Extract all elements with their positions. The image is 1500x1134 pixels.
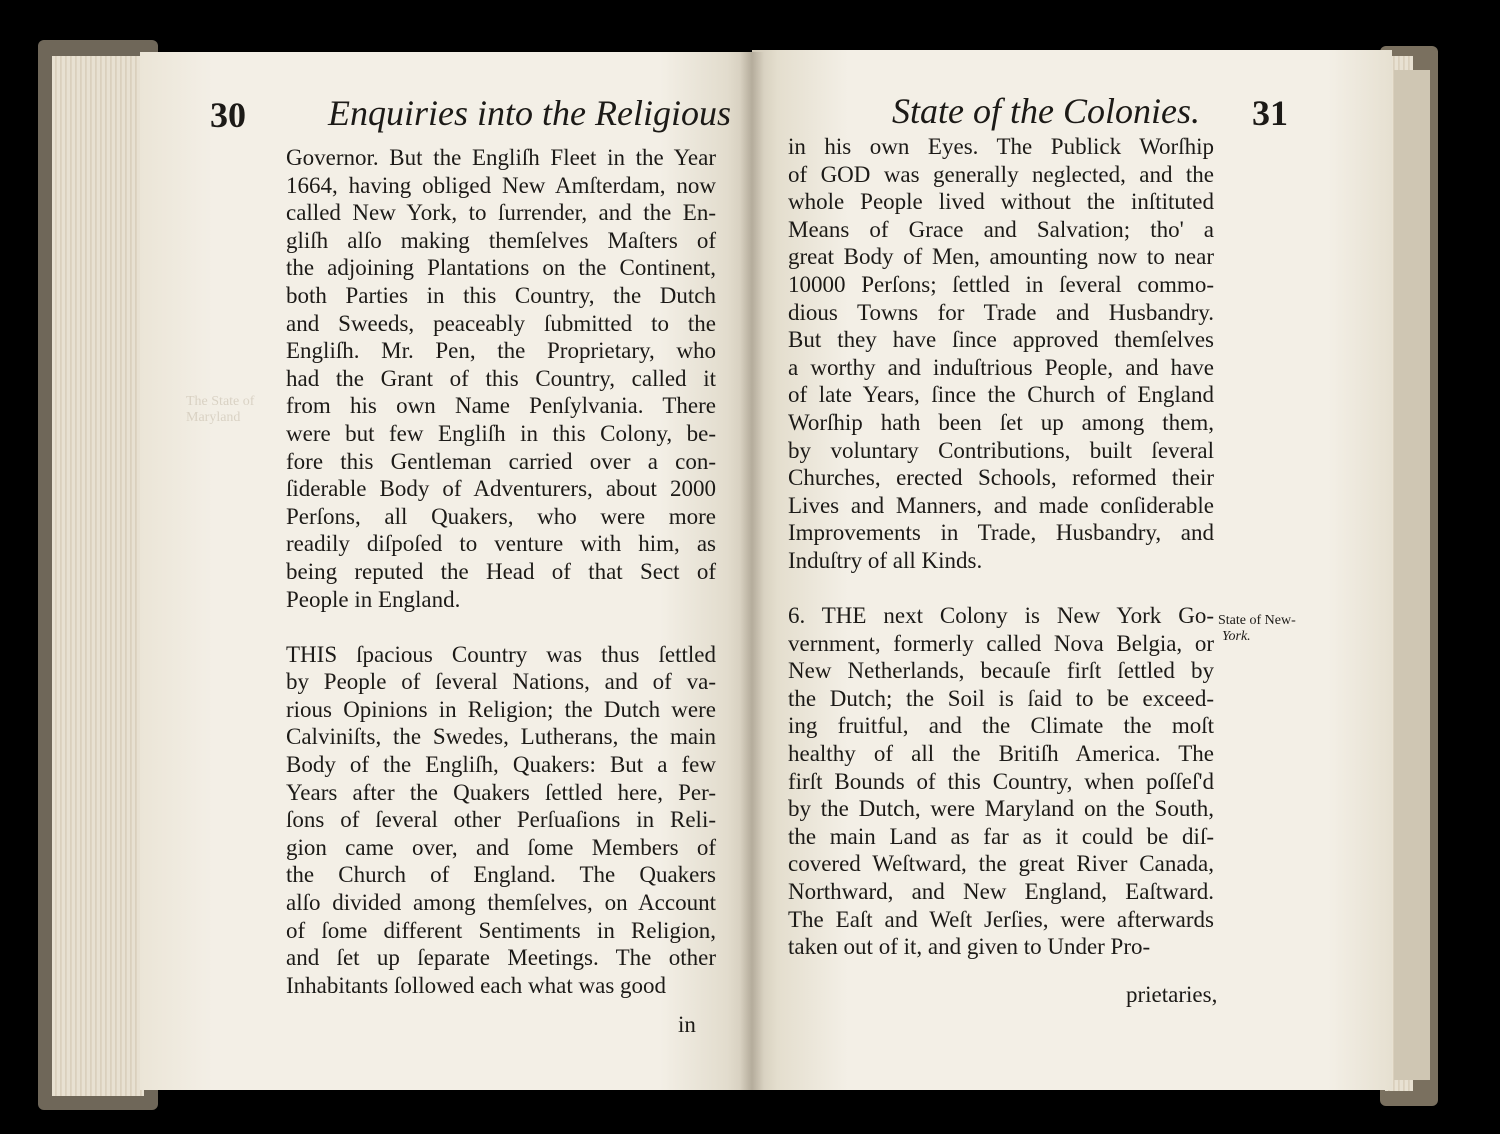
text-line: ſons of ſeveral other Perſuaſions in Reli- <box>286 807 716 833</box>
catchword-right: prietaries, <box>1126 982 1218 1007</box>
text-line: Induſtry of all Kinds. <box>788 547 983 573</box>
text-line: Lives and Manners, and made conſiderable <box>788 492 1214 518</box>
left-text-block <box>286 144 716 999</box>
text-line: healthy of all the Britiſh America. The <box>788 741 1214 767</box>
text-line: readily diſpoſed to venture with him, as <box>286 531 716 557</box>
text-line: People in England. <box>286 586 461 612</box>
text-line: gion came over, and ſome Members of <box>286 834 716 860</box>
text-line: dious Towns for Trade and Husbandry. <box>788 299 1214 325</box>
text-line: of late Years, ſince the Church of England <box>788 382 1214 408</box>
text-line: Years after the Quakers ſettled here, Per- <box>286 779 716 805</box>
text-line: the main Land as far as it could be diſ- <box>788 823 1214 849</box>
text-line: by voluntary Contributions, built ſeveral <box>788 437 1214 463</box>
text-line: Body of the Engliſh, Quakers: But a few <box>286 752 716 778</box>
text-line: Improvements in Trade, Husbandry, and <box>788 520 1214 546</box>
text-line: being reputed the Head of that Sect of <box>286 558 716 584</box>
text-line: THIS ſpacious Country was thus ſettled <box>286 641 716 667</box>
text-line: Northward, and New England, Eaſtward. <box>788 879 1214 905</box>
text-line: Perſons, all Quakers, who were more <box>286 503 716 529</box>
text-line: the adjoining Plantations on the Continent, <box>286 255 716 281</box>
running-head-left: Enquiries into the Religious <box>328 93 731 133</box>
book-gutter <box>740 52 764 1090</box>
text-line: a worthy and induſtrious People, and have <box>788 354 1214 380</box>
text-line: vernment, formerly called Nova Belgia, or <box>788 630 1214 656</box>
text-line: Engliſh. Mr. Pen, the Proprietary, who <box>286 338 716 364</box>
text-line: great Body of Men, amounting now to near <box>788 244 1214 270</box>
text-line: 10000 Perſons; ſettled in ſeveral commo- <box>788 271 1214 297</box>
text-line: of ſome different Sentiments in Religion, <box>286 917 716 943</box>
text-line: 1664, having obliged New Amſterdam, now <box>286 172 716 198</box>
text-line: Inhabitants ſollowed each what was good <box>286 972 667 998</box>
text-line: alſo divided among themſelves, on Account <box>286 890 716 916</box>
text-line: and ſet up ſeparate Meetings. The other <box>286 945 716 971</box>
text-line: 6. THE next Colony is New York Go- <box>788 603 1214 629</box>
text-line: in his own Eyes. The Publick Worſhip <box>788 134 1214 159</box>
text-line: Churches, erected Schools, reformed their <box>788 465 1214 491</box>
text-line: and Sweeds, peaceably ſubmitted to the <box>286 310 716 336</box>
text-line: ing fruitful, and the Climate the moſt <box>788 713 1214 739</box>
left-page <box>140 52 752 1090</box>
side-note: State of New- York. <box>1218 613 1296 644</box>
show-through-note: The State of Maryland <box>186 394 255 425</box>
text-line: Means of Grace and Salvation; tho' a <box>788 216 1214 242</box>
text-line: gliſh alſo making themſelves Maſters of <box>286 227 716 253</box>
page-number-left: 30 <box>210 95 246 135</box>
text-line: Governor. But the Engliſh Fleet in the Year <box>286 145 716 170</box>
cover-edge-right <box>1394 70 1430 1080</box>
running-head-right: State of the Colonies. <box>892 91 1200 131</box>
text-line: Calviniſts, the Swedes, Lutherans, the main <box>286 724 716 750</box>
text-line: by People of ſeveral Nations, and of va- <box>286 669 716 695</box>
text-line: of GOD was generally neglected, and the <box>788 161 1214 187</box>
right-text-block <box>788 133 1214 961</box>
text-line: from his own Name Penſylvania. There <box>286 393 716 419</box>
right-page <box>752 50 1392 1090</box>
text-line: Worſhip hath been ſet up among them, <box>788 409 1214 435</box>
text-line: by the Dutch, were Maryland on the South, <box>788 796 1214 822</box>
text-line: whole People lived without the inſtituted <box>788 189 1214 215</box>
text-line <box>788 575 1214 603</box>
text-line: had the Grant of this Country, called it <box>286 365 716 391</box>
catchword-left: in <box>678 1012 696 1037</box>
text-line: called New York, to ſurrender, and the En- <box>286 200 716 226</box>
text-line: covered Weſtward, the great River Canada, <box>788 851 1214 877</box>
text-line: rious Opinions in Religion; the Dutch were <box>286 696 716 722</box>
text-line <box>286 613 716 641</box>
text-line: firſt Bounds of this Country, when poſſeſ'd <box>788 768 1214 794</box>
text-line: both Parties in this Country, the Dutch <box>286 282 716 308</box>
text-line: ſiderable Body of Adventurers, about 2000 <box>286 476 716 502</box>
text-line: New Netherlands, becauſe firſt ſettled by <box>788 658 1214 684</box>
text-line: taken out of it, and given to Under Pro- <box>788 934 1151 960</box>
page-number-right: 31 <box>1252 93 1288 133</box>
text-line: The Eaſt and Weſt Jerſies, were afterwards <box>788 906 1214 932</box>
page-block-left <box>52 56 144 1096</box>
text-line: were but few Engliſh in this Colony, be- <box>286 420 716 446</box>
text-line: the Dutch; the Soil is ſaid to be exceed- <box>788 685 1214 711</box>
text-line: the Church of England. The Quakers <box>286 862 716 888</box>
text-line: But they have ſince approved themſelves <box>788 327 1214 353</box>
text-line: fore this Gentleman carried over a con- <box>286 448 716 474</box>
